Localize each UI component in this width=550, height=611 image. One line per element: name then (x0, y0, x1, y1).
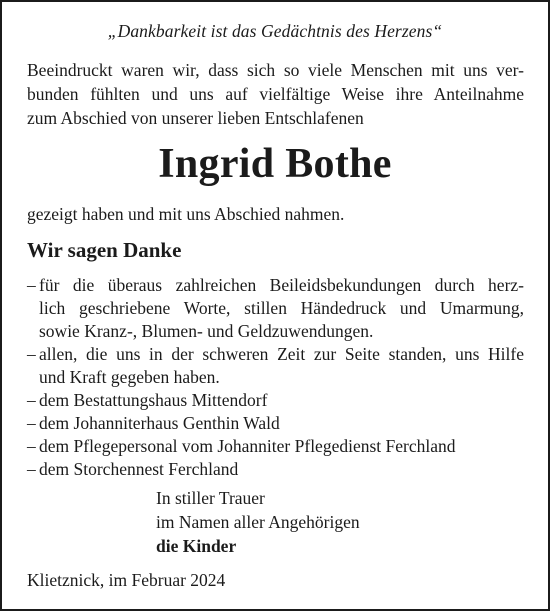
thanks-text: dem Bestattungshaus Mittendorf (39, 390, 268, 410)
dash-bullet: – (27, 459, 36, 479)
signature-line: im Namen aller Angehörigen (156, 512, 360, 532)
signature-signers: die Kinder (156, 536, 237, 556)
dash-bullet: – (27, 390, 36, 410)
thanks-line: sowie Kranz-, Blumen- und Geldzuwendungen. (39, 321, 374, 341)
thanks-list-item (27, 274, 524, 343)
thanks-list-item (27, 435, 524, 458)
thanks-list-item (27, 458, 524, 481)
intro-line: Beeindruckt waren wir, dass sich so viele Menschen mit uns ver- (27, 60, 524, 80)
dash-bullet: – (27, 436, 36, 456)
dash-bullet: – (27, 344, 36, 364)
place-date: Klietznick, im Februar 2024 (27, 570, 226, 590)
thanks-line: lich geschriebene Worte, stillen Händedruck und Umarmung, (39, 298, 524, 318)
thanks-line (27, 435, 524, 458)
signature-block (156, 486, 360, 558)
thanks-line: und Kraft gegeben haben. (39, 367, 220, 387)
thanks-line (27, 343, 524, 366)
after-name-text: gezeigt haben und mit uns Abschied nahmen. (27, 204, 345, 224)
dash-bullet: – (27, 275, 36, 295)
thanks-list-item (27, 412, 524, 435)
thanks-text: dem Pflegepersonal vom Johanniter Pflegedienst Ferchland (39, 436, 456, 456)
dash-bullet: – (27, 413, 36, 433)
thanks-line (27, 412, 524, 435)
thanks-line (27, 458, 524, 481)
intro-line: bunden fühlten und uns auf vielfältige Weise ihre Anteilnahme (27, 84, 524, 104)
intro-line: zum Abschied von unserer lieben Entschlafenen (27, 108, 364, 128)
thanks-text: für die überaus zahlreichen Beileidsbekundungen durch herz- (39, 275, 524, 295)
thanks-list-item (27, 389, 524, 412)
thanks-list-item (27, 343, 524, 389)
thanks-text: dem Storchennest Ferchland (39, 459, 239, 479)
epigraph-quote: „Dankbarkeit ist das Gedächtnis des Herzens“ (107, 21, 443, 41)
thanks-line (27, 389, 524, 412)
deceased-name: Ingrid Bothe (158, 141, 392, 187)
thanks-text: allen, die uns in der schweren Zeit zur Seite standen, uns Hilfe (39, 344, 524, 364)
thanks-list (27, 274, 524, 481)
thanks-text: dem Johanniterhaus Genthin Wald (39, 413, 280, 433)
signature-line: In stiller Trauer (156, 488, 265, 508)
thanks-heading: Wir sagen Danke (27, 238, 182, 262)
thanks-line (27, 274, 524, 297)
intro-paragraph (27, 58, 524, 130)
